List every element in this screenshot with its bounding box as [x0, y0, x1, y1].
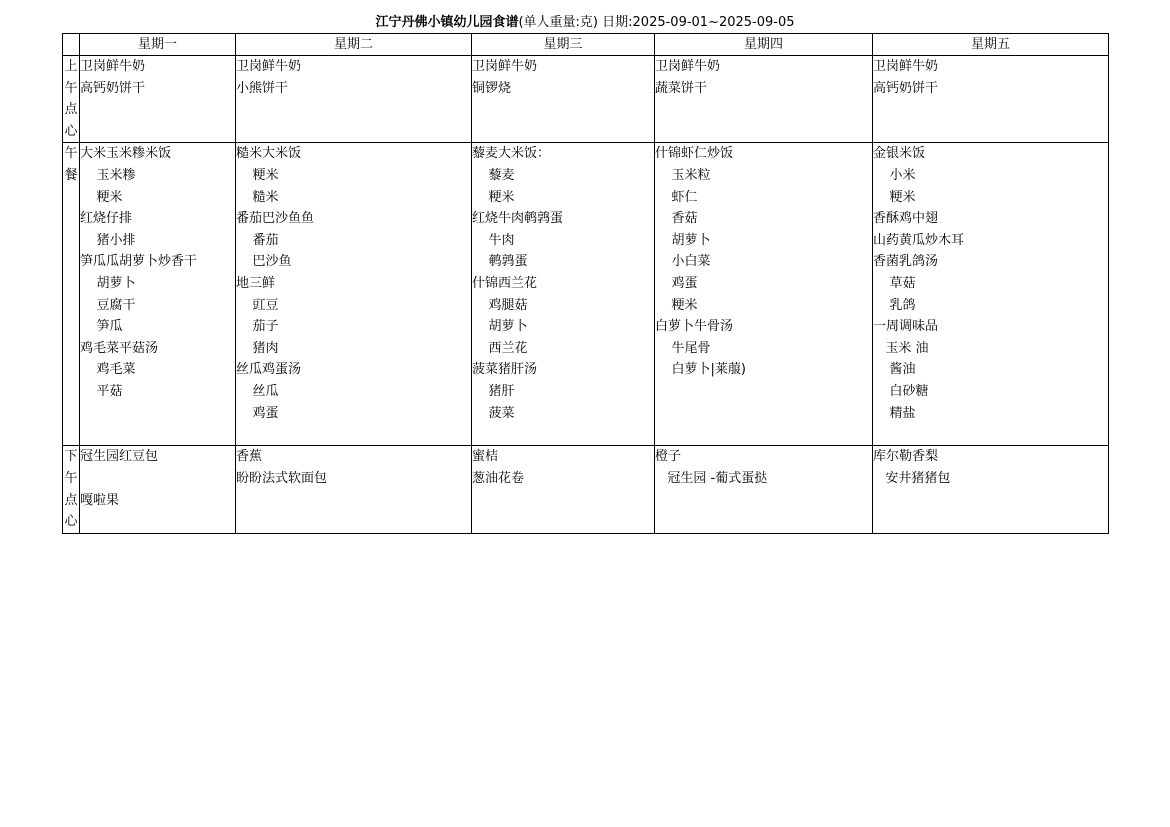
menu-item: 豆腐干 — [80, 297, 136, 313]
menu-item: 库尔勒香梨 — [873, 449, 939, 465]
menu-item: 白砂糖 — [873, 383, 929, 399]
menu-item: 鸡蛋 — [655, 275, 698, 291]
afternoon-snack-row — [63, 446, 1109, 533]
menu-item: 香菇 — [655, 211, 698, 227]
menu-item: 笋瓜 — [80, 319, 123, 335]
menu-item: 香蕉 — [236, 449, 263, 465]
menu-item: 胡萝卜 — [472, 319, 528, 335]
corner-cell — [63, 34, 80, 56]
menu-item: 鹌鹑蛋 — [472, 254, 528, 270]
menu-item: 卫岗鲜牛奶 — [472, 59, 538, 74]
menu-item: 丝瓜鸡蛋汤 — [236, 362, 302, 378]
day-header: 星期四 — [655, 34, 873, 56]
menu-cell — [655, 446, 873, 533]
menu-item: 西兰花 — [472, 340, 528, 356]
header-row — [63, 34, 1109, 56]
menu-item: 牛尾骨 — [655, 340, 711, 356]
menu-cell — [655, 56, 873, 143]
meal-label — [63, 56, 80, 143]
meal-label-char: 心 — [64, 123, 78, 139]
title-date-range: 2025-09-01~2025-09-05 — [632, 15, 795, 30]
meal-label-char: 午 — [64, 80, 78, 96]
menu-item: 藜麦 — [472, 167, 515, 183]
menu-cell — [236, 446, 472, 533]
menu-cell — [236, 143, 472, 446]
menu-item: 橙子 — [655, 449, 682, 465]
day-header: 星期二 — [236, 34, 472, 56]
menu-item: 大米玉米糁米饭 — [80, 146, 172, 162]
menu-item: 红烧仔排 — [80, 211, 133, 227]
menu-item: 酱油 — [873, 362, 916, 378]
menu-cell — [472, 143, 655, 446]
menu-item: 一周调味品 — [873, 319, 939, 335]
menu-item: 卫岗鲜牛奶 — [873, 59, 939, 74]
meal-label-char: 上 — [64, 59, 78, 74]
menu-item: 蔬菜饼干 — [655, 80, 708, 96]
menu-item: 葱油花卷 — [472, 470, 525, 486]
menu-item: 山药黄瓜炒木耳 — [873, 232, 965, 248]
menu-item: 精盐 — [873, 405, 916, 421]
menu-item: 粳米 — [236, 167, 279, 183]
menu-cell — [472, 446, 655, 533]
menu-item: 小白菜 — [655, 254, 711, 270]
lunch-row — [63, 143, 1109, 446]
menu-item: 什锦虾仁炒饭 — [655, 146, 734, 162]
menu-item: 高钙奶饼干 — [873, 80, 939, 96]
menu-item: 卫岗鲜牛奶 — [236, 59, 302, 74]
menu-item: 白萝卜牛骨汤 — [655, 319, 734, 335]
menu-item: 粳米 — [472, 189, 515, 205]
menu-item: 糙米 — [236, 189, 279, 205]
menu-cell — [80, 446, 236, 533]
menu-item: 什锦西兰花 — [472, 275, 538, 291]
menu-item: 卫岗鲜牛奶 — [655, 59, 721, 74]
menu-item: 粳米 — [873, 189, 916, 205]
menu-item: 藜麦大米饭： — [472, 146, 551, 162]
menu-item: 铜锣烧 — [472, 80, 512, 96]
menu-item: 牛肉 — [472, 232, 515, 248]
menu-cell — [236, 56, 472, 143]
menu-item: 茄子 — [236, 319, 279, 335]
menu-item: 平菇 — [80, 383, 123, 399]
menu-item: 安井猪猪包 — [873, 470, 951, 486]
menu-item: 笋瓜瓜胡萝卜炒香干 — [80, 254, 198, 270]
menu-item: 糙米大米饭 — [236, 146, 302, 162]
meal-label — [63, 143, 80, 446]
menu-item: 番茄 — [236, 232, 279, 248]
menu-item — [80, 468, 235, 490]
menu-item: 粳米 — [80, 189, 123, 205]
menu-item: 乳鸽 — [873, 297, 916, 313]
menu-item: 鸡蛋 — [236, 405, 279, 421]
meal-label — [63, 446, 80, 533]
menu-item: 菠菜猪肝汤 — [472, 362, 538, 378]
menu-item: 巴沙鱼 — [236, 254, 292, 270]
menu-item: 粳米 — [655, 297, 698, 313]
page-title — [0, 14, 1170, 32]
meal-label-char: 点 — [64, 492, 78, 508]
menu-item: 鸡腿菇 — [472, 297, 528, 313]
menu-item: 胡萝卜 — [655, 232, 711, 248]
meal-label-char: 餐 — [64, 167, 78, 183]
meal-label-char: 下 — [64, 449, 78, 465]
day-header: 星期一 — [80, 34, 236, 56]
meal-label-char: 心 — [64, 514, 78, 530]
menu-item: 玉米糁 — [80, 167, 136, 183]
menu-item: 白萝卜|莱菔) — [655, 362, 746, 378]
menu-item: 猪小排 — [80, 232, 136, 248]
menu-item: 鸡毛菜 — [80, 362, 136, 378]
menu-cell — [873, 143, 1109, 446]
title-school-menu: 江宁丹佛小镇幼儿园食谱 — [375, 15, 519, 30]
menu-cell — [80, 56, 236, 143]
day-header: 星期三 — [472, 34, 655, 56]
menu-item: 玉米 油 — [873, 340, 929, 356]
menu-cell — [873, 446, 1109, 533]
menu-table — [62, 33, 1109, 534]
menu-item: 盼盼法式软面包 — [236, 470, 328, 486]
menu-item: 红烧牛肉鹌鹑蛋 — [472, 211, 564, 227]
menu-item: 小米 — [873, 167, 916, 183]
menu-item: 番茄巴沙鱼鱼 — [236, 211, 315, 227]
menu-item: 蜜桔 — [472, 449, 499, 465]
menu-item: 胡萝卜 — [80, 275, 136, 291]
menu-cell — [472, 56, 655, 143]
menu-cell — [873, 56, 1109, 143]
title-date-label: 日期: — [602, 15, 633, 30]
menu-item: 豇豆 — [236, 297, 279, 313]
menu-item: 香酥鸡中翅 — [873, 211, 939, 227]
menu-item: 高钙奶饼干 — [80, 80, 146, 96]
menu-item: 虾仁 — [655, 189, 698, 205]
menu-item: 玉米粒 — [655, 167, 711, 183]
menu-item: 猪肝 — [472, 383, 515, 399]
menu-item: 卫岗鲜牛奶 — [80, 59, 146, 74]
day-header: 星期五 — [873, 34, 1109, 56]
menu-cell — [655, 143, 873, 446]
menu-item: 小熊饼干 — [236, 80, 289, 96]
meal-label-char: 午 — [64, 146, 78, 162]
menu-item: 地三鲜 — [236, 275, 276, 291]
meal-label-char: 午 — [64, 470, 78, 486]
menu-item: 草菇 — [873, 275, 916, 291]
menu-item: 鸡毛菜平菇汤 — [80, 340, 159, 356]
morning-snack-row — [63, 56, 1109, 143]
menu-item: 香菌乳鸽汤 — [873, 254, 939, 270]
title-unit-note: (单人重量:克) — [518, 15, 598, 30]
menu-item: 冠生园红豆包 — [80, 449, 159, 465]
menu-item: 金银米饭 — [873, 146, 926, 162]
menu-item: 菠菜 — [472, 405, 515, 421]
menu-item: 嘎啦果 — [80, 492, 120, 508]
meal-label-char: 点 — [64, 102, 78, 118]
menu-item: 丝瓜 — [236, 383, 279, 399]
menu-item: 冠生园 -葡式蛋挞 — [655, 470, 768, 486]
menu-cell — [80, 143, 236, 446]
menu-item: 猪肉 — [236, 340, 279, 356]
